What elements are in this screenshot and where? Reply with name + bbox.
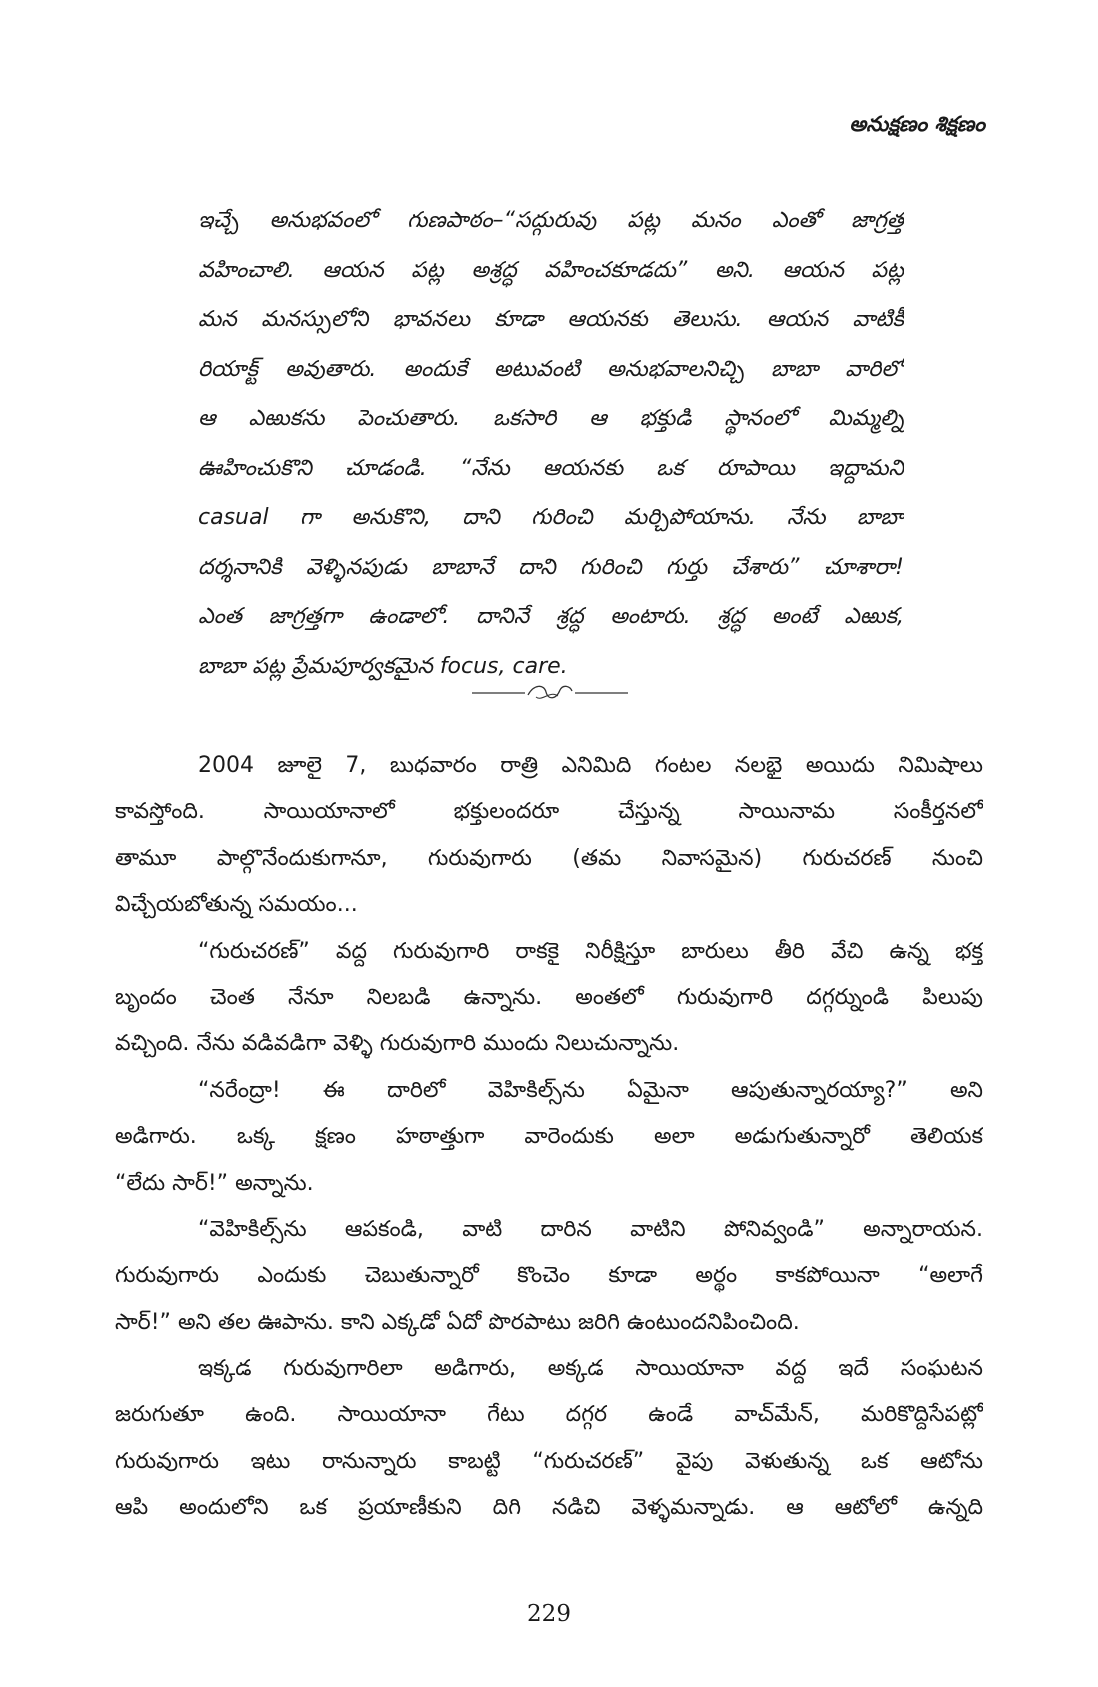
quote-line: casual గా అనుకొని, దాని గురించి మర్చిపోయాను. నేను బాబా: [198, 505, 904, 530]
body-line: ఆపి అందులోని ఒక ప్రయాణీకుని దిగి నడిచి వెళ్ళమన్నాడు. ఆ ఆటోలో ఉన్నది: [115, 1495, 983, 1521]
body-line: కావస్తోంది. సాయియానాలో భక్తులందరూ చేస్తున్న సాయినామ సంకీర్తనలో: [115, 799, 983, 825]
section-divider-ornament: [470, 678, 630, 708]
quote-line: రియాక్ట్ అవుతారు. అందుకే అటువంటి అనుభవాలనిచ్చి బాబా వారిలో: [198, 356, 904, 382]
quote-line: ఆ ఎఱుకను పెంచుతారు. ఒకసారి ఆ భక్తుడి స్థానంలో మిమ్మల్ని: [198, 406, 904, 431]
body-line: ఇక్కడ గురువుగారిలా అడిగారు, అక్కడ సాయియానా వద్ద ఇదే సంఘటన: [198, 1356, 983, 1382]
quote-line: ఎంత జాగ్రత్తగా ఉండాలో. దానినే శ్రద్ధ అంటారు. శ్రద్ధ అంటే ఎఱుక,: [198, 604, 904, 629]
body-line: “నరేంద్రా! ఈ దారిలో వెహికిల్స్‌ను ఏమైనా ఆపుతున్నారయ్యా?” అని: [198, 1077, 983, 1103]
quote-line: ఇచ్చే అనుభవంలో గుణపాఠం–“సద్గురువు పట్ల మనం ఎంతో జాగ్రత్త: [198, 208, 904, 233]
quote-line: ఊహించుకొని చూడండి. “నేను ఆయనకు ఒక రూపాయి ఇద్దామని: [198, 455, 904, 481]
body-line: గురువుగారు ఇటు రానున్నారు కాబట్టి “గురుచరణ్” వైపు వెళుతున్న ఒక ఆటోను: [115, 1448, 983, 1474]
quote-line: బాబా పట్ల ప్రేమపూర్వకమైన focus, care.: [198, 653, 568, 679]
quote-block: [198, 196, 904, 691]
body-line: సార్!” అని తల ఊపాను. కాని ఎక్కడో ఏదో పొరపాటు జరిగి ఉంటుందనిపించింది.: [115, 1309, 800, 1335]
body-line: జరుగుతూ ఉంది. సాయియానా గేటు దగ్గర ఉండే వాచ్‌మేన్, మరికొద్దిసేపట్లో: [115, 1402, 983, 1428]
body-line: “వెహికిల్స్‌ను ఆపకండి, వాటి దారిన వాటిని పోనివ్వండి” అన్నారాయన.: [198, 1216, 983, 1242]
body-line: “గురుచరణ్” వద్ద గురువుగారి రాకకై నిరీక్షిస్తూ బారులు తీరి వేచి ఉన్న భక్త: [198, 938, 983, 964]
body-line: “లేదు సార్!” అన్నాను.: [115, 1170, 314, 1196]
body-line: బృందం చెంత నేనూ నిలబడి ఉన్నాను. అంతలో గురువుగారి దగ్గర్నుండి పిలుపు: [115, 984, 983, 1010]
running-header: అనుక్షణం శిక్షణం: [849, 112, 985, 136]
page-number: 229: [527, 1601, 571, 1627]
quote-line: మన మనస్సులోని భావనలు కూడా ఆయనకు తెలుసు. ఆయన వాటికీ: [198, 307, 904, 332]
body-line: 2004 జూలై 7, బుధవారం రాత్రి ఎనిమిది గంటల నలభై అయిదు నిమిషాలు: [198, 753, 983, 778]
body-line: గురువుగారు ఎందుకు చెబుతున్నారో కొంచెం కూడా అర్థం కాకపోయినా “అలాగే: [115, 1263, 983, 1289]
body-line: అడిగారు. ఒక్క క్షణం హఠాత్తుగా వారెందుకు అలా అడుగుతున్నారో తెలియక: [115, 1124, 983, 1150]
body-line: వచ్చింది. నేను వడివడిగా వెళ్ళి గురువుగారి ముందు నిలుచున్నాను.: [115, 1031, 680, 1057]
body-line: విచ్చేయబోతున్న సమయం...: [115, 892, 358, 918]
body-text: [115, 743, 983, 1532]
quote-line: దర్శనానికి వెళ్ళినపుడు బాబానే దాని గురించి గుర్తు చేశారు” చూశారా!: [198, 554, 904, 580]
quote-line: వహించాలి. ఆయన పట్ల అశ్రద్ధ వహించకూడదు” అని. ఆయన పట్ల: [198, 257, 904, 283]
body-line: తామూ పాల్గొనేందుకుగానూ, గురువుగారు (తమ నివాసమైన) గురుచరణ్ నుంచి: [115, 845, 983, 871]
